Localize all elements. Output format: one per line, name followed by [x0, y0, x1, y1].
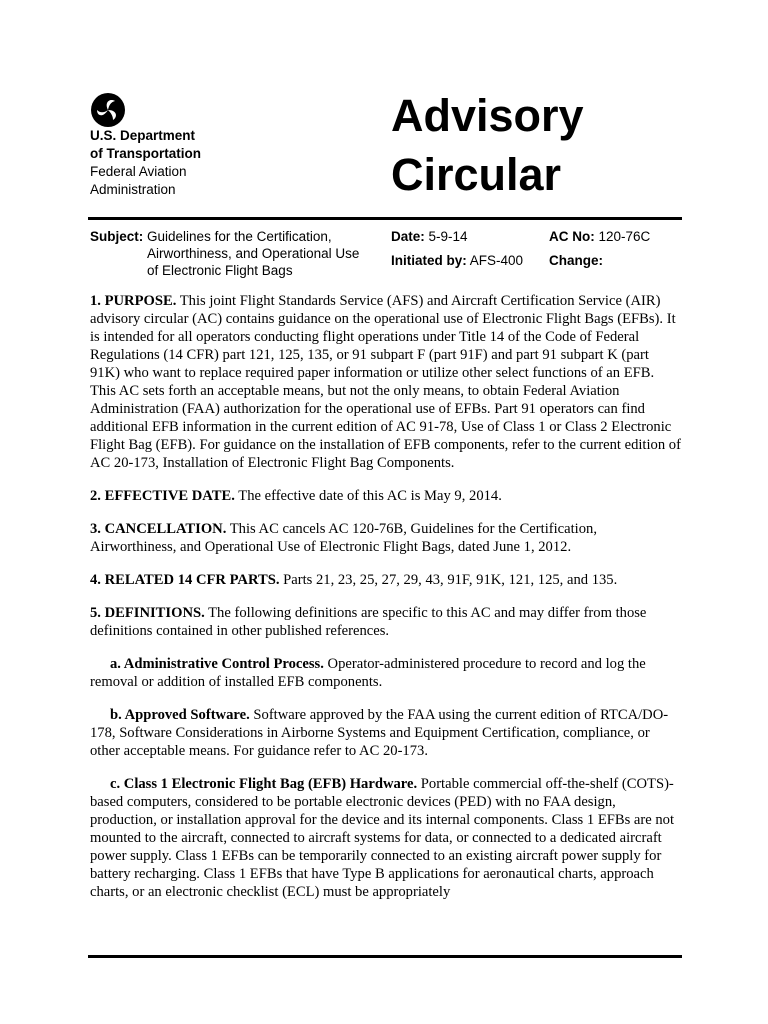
section-heading: 2. EFFECTIVE DATE.: [90, 488, 235, 504]
subject-line-3: of Electronic Flight Bags: [147, 263, 293, 278]
section-definitions: [90, 604, 682, 640]
subject-block: [90, 228, 380, 279]
ac-number-field: [549, 228, 650, 245]
definition-administrative-control-process: [90, 655, 682, 691]
section-effective-date: [90, 487, 682, 505]
initiated-field: [391, 252, 523, 269]
section-text: The effective date of this AC is May 9, 2014.: [238, 488, 502, 504]
agency-line-3: Federal Aviation: [90, 164, 187, 179]
ac-number-value: 120-76C: [598, 229, 651, 244]
date-value: 5-9-14: [428, 229, 468, 244]
subject-line-2: Airworthiness, and Operational Use: [147, 246, 360, 261]
initiated-value: AFS-400: [469, 253, 524, 268]
definition-text: Software approved by the FAA using the current edition of RTCA/DO-178, Software Considerations in Airborne Systems and Equipment Certification, compliance, or other acceptable means. For guidance refer to AC 20-173.: [90, 707, 669, 759]
agency-line-2: of Transportation: [90, 146, 201, 161]
section-heading: 5. DEFINITIONS.: [90, 605, 205, 621]
section-heading: 4. RELATED 14 CFR PARTS.: [90, 572, 280, 588]
definition-class-1-efb-hardware: [90, 775, 682, 901]
date-label: Date:: [391, 229, 425, 244]
section-text: This AC cancels AC 120-76B, Guidelines for the Certification, Airworthiness, and Operational Use of Electronic Flight Bags, dated June 1, 2012.: [90, 521, 597, 555]
section-heading: 3. CANCELLATION.: [90, 521, 227, 537]
header-divider: [88, 217, 682, 220]
section-purpose: [90, 292, 682, 472]
change-field: [549, 252, 603, 269]
section-text: Parts 21, 23, 25, 27, 29, 43, 91F, 91K, 121, 125, and 135.: [283, 572, 618, 588]
definition-approved-software: [90, 706, 682, 760]
document-title: [391, 86, 584, 204]
subject-label: Subject:: [90, 229, 144, 244]
dot-triskelion-logo: [90, 92, 126, 128]
subject-line-1: Guidelines for the Certification,: [147, 229, 332, 244]
date-field: [391, 228, 468, 245]
agency-block: [90, 127, 201, 199]
definition-text: Portable commercial off-the-shelf (COTS)-based computers, considered to be portable electronic devices (PED) with no FAA design, production, or installation approval for the device and its internal components. Class 1 EFBs are not mounted to the aircraft, connected to aircraft systems for data, or connected to a dedicated aircraft power supply. Class 1 EFBs can be temporarily connected to an existing aircraft power supply for battery recharging. Class 1 EFBs that have Type B applications for aeronautical charts, approach charts, or an electronic checklist (ECL) must be appropriately: [90, 776, 675, 900]
footer-divider: [88, 955, 682, 958]
definition-heading: b. Approved Software.: [110, 707, 250, 723]
section-text: The following definitions are specific to this AC and may differ from those definitions contained in other published references.: [90, 605, 647, 639]
change-label: Change:: [549, 253, 603, 268]
section-related-cfr-parts: [90, 571, 682, 589]
definition-text: Operator-administered procedure to record and log the removal or addition of installed EFB components.: [90, 656, 646, 690]
definition-heading: c. Class 1 Electronic Flight Bag (EFB) Hardware.: [110, 776, 418, 792]
section-heading: 1. PURPOSE.: [90, 293, 177, 309]
agency-line-4: Administration: [90, 182, 176, 197]
ac-number-label: AC No:: [549, 229, 595, 244]
title-line-2: Circular: [391, 149, 562, 200]
section-cancellation: [90, 520, 682, 556]
agency-line-1: U.S. Department: [90, 128, 196, 143]
document-body: [90, 292, 682, 916]
title-line-1: Advisory: [391, 90, 584, 141]
definition-heading: a. Administrative Control Process.: [110, 656, 324, 672]
section-text: This joint Flight Standards Service (AFS) and Aircraft Certification Service (AIR) advisory circular (AC) contains guidance on the operational use of Electronic Flight Bags (EFBs). It is intended for all operators conducting flight operations under Title 14 of the Code of Federal Regulations (14 CFR) part 121, 125, 135, or 91 subpart F (part 91F) and part 91 subpart K (part 91K) who want to replace required paper information or utilize other select functions of an EFB. This AC sets forth an acceptable means, but not the only means, to obtain Federal Aviation Administration (FAA) authorization for the operational use of EFBs. Part 91 operators can find additional EFB information in the current edition of AC 91-78, Use of Class 1 or Class 2 Electronic Flight Bag (EFB). For guidance on the installation of EFB components, refer to the current edition of AC 20-173, Installation of Electronic Flight Bag Components.: [90, 293, 681, 471]
initiated-label: Initiated by:: [391, 253, 467, 268]
